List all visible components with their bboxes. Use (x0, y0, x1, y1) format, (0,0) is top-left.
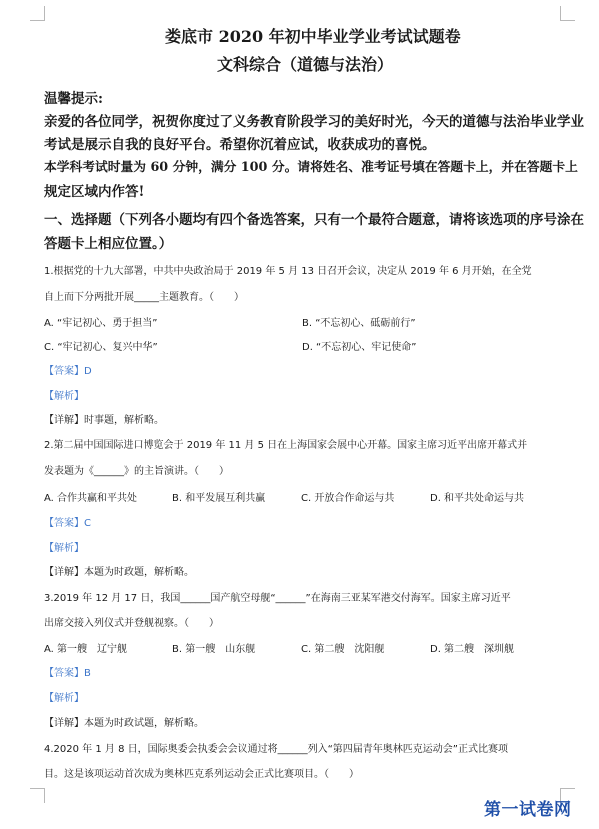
question-3-option-c: C. 第二艘 沈阳舰 (301, 644, 385, 655)
question-3-detail: 【详解】本题为时政试题，解析略。 (44, 718, 204, 729)
notice-line-3: 本学科考试时量为 60 分钟，满分 100 分。请将姓名、准考证号填在答题卡上，并在答题卡上 (44, 160, 578, 175)
question-2-line-2: 发表题为《______》的主旨演讲。（ ） (44, 466, 229, 477)
notice-heading: 温馨提示: (44, 91, 103, 107)
crop-mark-bottom-left (30, 788, 45, 803)
question-1-option-a: A. “牢记初心、勇于担当” (44, 318, 158, 329)
question-1-detail: 【详解】时事题，解析略。 (44, 415, 164, 426)
question-1-line-1: 1.根据党的十九大部署，中共中央政治局于 2019 年 5 月 13 日召开会议，决定从 2019 年 6 月开始，在全党 (44, 266, 532, 277)
question-2-analysis-label: 【解析】 (44, 543, 84, 554)
question-1-line-2: 自上而下分两批开展_____主题教育。（ ） (44, 292, 244, 303)
notice-line-1: 亲爱的各位同学，祝贺你度过了义务教育阶段学习的美好时光，今天的道德与法治毕业学业 (44, 114, 584, 130)
question-2-option-d: D. 和平共处命运与共 (430, 493, 525, 504)
question-3-analysis-label: 【解析】 (44, 693, 84, 704)
question-3-line-1: 3.2019 年 12 月 17 日，我国______国产航空母舰“______”在海南三亚某军港交付海军。国家主席习近平 (44, 593, 511, 604)
question-4-line-2: 目。这是该项运动首次成为奥林匹克系列运动会正式比赛项目。（ ） (44, 769, 359, 780)
question-1-option-c: C. “牢记初心、复兴中华” (44, 342, 158, 353)
site-logo: 第一试卷网 (484, 800, 572, 820)
crop-mark-top-right (560, 6, 575, 21)
question-2-answer: 【答案】C (44, 518, 91, 529)
exam-subtitle: 文科综合（道德与法治） (217, 55, 394, 74)
question-3-option-d: D. 第二艘 深圳舰 (430, 644, 515, 655)
question-3-option-a: A. 第一艘 辽宁舰 (44, 644, 128, 655)
question-3-answer: 【答案】B (44, 668, 91, 679)
question-2-option-c: C. 开放合作命运与共 (301, 493, 395, 504)
section-heading-line-1: 一、选择题（下列各小题均有四个备选答案，只有一个最符合题意，请将该选项的序号涂在 (44, 212, 584, 228)
question-2-option-a: A. 合作共赢和平共处 (44, 493, 138, 504)
crop-mark-top-left (30, 6, 45, 21)
question-1-option-d: D. “不忘初心、牢记使命” (302, 342, 417, 353)
question-3-line-2: 出席交接入列仪式并登舰视察。（ ） (44, 618, 219, 629)
question-1-answer: 【答案】D (44, 366, 92, 377)
question-1-option-b: B. “不忘初心、砥砺前行” (302, 318, 416, 329)
question-3-option-b: B. 第一艘 山东舰 (172, 644, 256, 655)
question-2-option-b: B. 和平发展互利共赢 (172, 493, 266, 504)
section-heading-line-2: 答题卡上相应位置。） (44, 236, 173, 252)
notice-line-2: 考试是展示自我的良好平台。希望你沉着应试，收获成功的喜悦。 (44, 137, 436, 153)
question-2-detail: 【详解】本题为时政题，解析略。 (44, 567, 194, 578)
question-2-line-1: 2.第二届中国国际进口博览会于 2019 年 11 月 5 日在上海国家会展中心开幕。国家主席习近平出席开幕式并 (44, 440, 528, 451)
exam-title: 娄底市 2020 年初中毕业学业考试试题卷 (165, 27, 461, 46)
question-4-line-1: 4.2020 年 1 月 8 日，国际奥委会执委会会议通过将______列入“第四届青年奥林匹克运动会”正式比赛项 (44, 744, 508, 755)
notice-line-4: 规定区域内作答! (44, 184, 145, 200)
question-1-analysis-label: 【解析】 (44, 391, 84, 402)
